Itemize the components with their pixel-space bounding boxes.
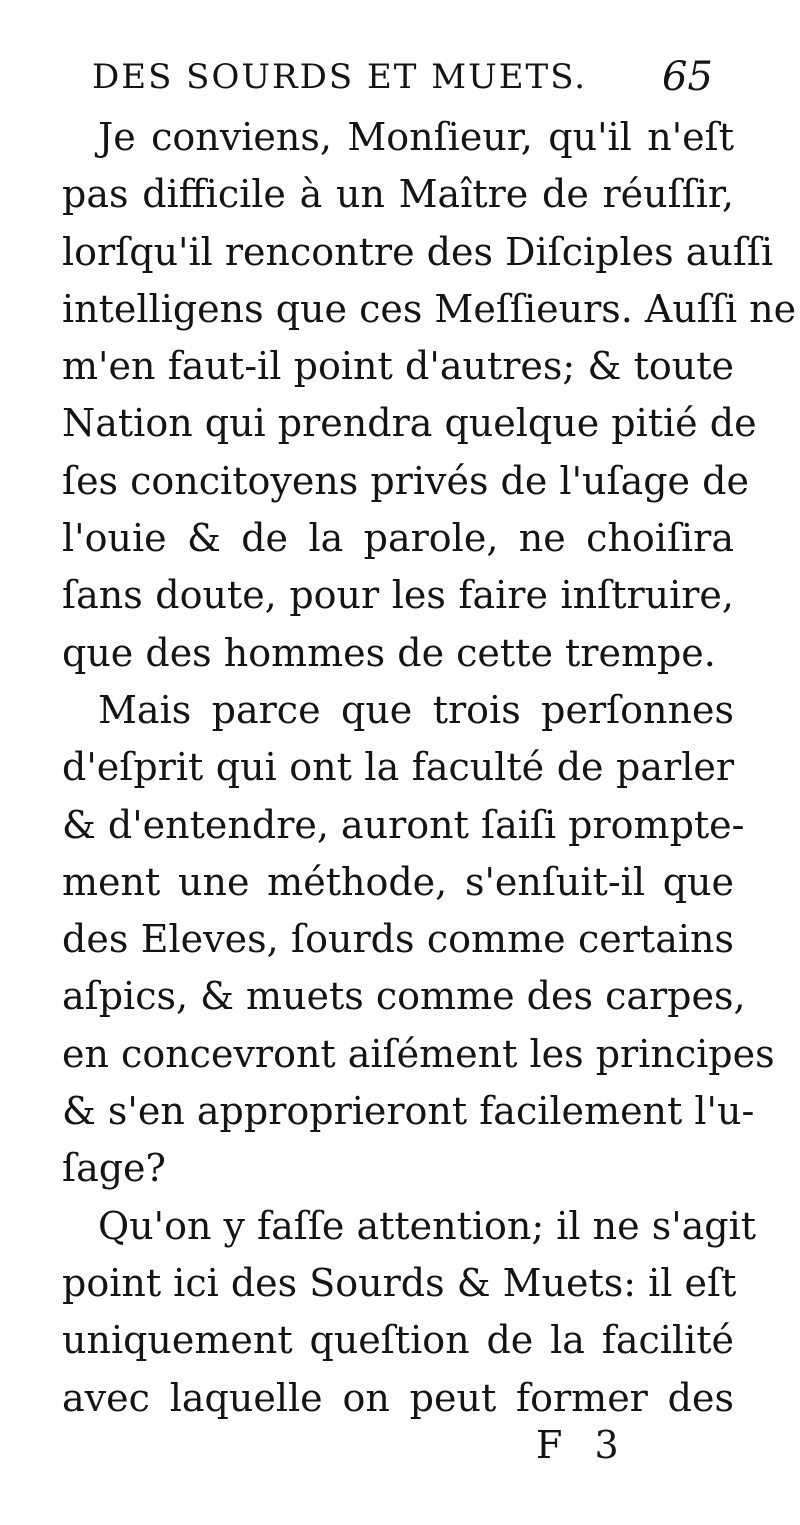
paragraph <box>62 1198 757 1427</box>
text-line: aſpics, & muets comme des carpes, <box>62 974 746 1019</box>
text-line: Nation qui prendra quelque pitié de <box>62 401 757 446</box>
text-line: intelligens que ces Meſſieurs. Auſſi ne <box>62 286 797 331</box>
text-line: lorſqu'il rencontre des Diſciples auſſi <box>62 229 774 274</box>
text-line: que des hommes de cette trempe. <box>62 630 716 675</box>
text-line: ſes concitoyens privés de l'uſage de <box>62 458 749 503</box>
text-line: ſage? <box>62 1146 166 1191</box>
body-text <box>62 109 797 1427</box>
paragraph <box>62 109 797 682</box>
text-line: pas difficile à un Maître de réuſſir, <box>62 172 734 217</box>
page-number: 65 <box>662 54 713 100</box>
text-line: avec laquelle on peut former des <box>62 1375 734 1420</box>
paragraph <box>62 682 775 1198</box>
signature-mark: F 3 <box>536 1423 629 1467</box>
text-line: Je conviens, Monſieur, qu'il n'eſt <box>98 115 734 159</box>
text-line: & s'en approprieront facilement l'u- <box>62 1089 755 1134</box>
text-line: ment une méthode, s'enſuit-il que <box>62 859 734 904</box>
text-line: des Eleves, ſourds comme certains <box>62 917 734 962</box>
text-line: l'ouie & de la parole, ne choiſira <box>62 516 734 561</box>
text-line: m'en faut-il point d'autres; & toute <box>62 344 734 389</box>
text-line: Mais parce que trois perſonnes <box>98 687 734 732</box>
running-title: DES SOURDS ET MUETS. <box>92 57 588 97</box>
text-line: point ici des Sourds & Muets: il eſt <box>62 1260 737 1305</box>
text-line: ſans doute, pour les faire inſtruire, <box>62 573 734 618</box>
text-line: en concevront aiſément les principes <box>62 1031 775 1076</box>
text-line: uniquement queſtion de la facilité <box>62 1318 734 1363</box>
text-line: Qu'on y faſſe attention; il ne s'agit <box>98 1203 757 1248</box>
text-line: d'eſprit qui ont la faculté de parler <box>62 745 734 790</box>
text-line: & d'entendre, auront ſaiſi prompte- <box>62 802 745 847</box>
running-header <box>92 52 732 102</box>
